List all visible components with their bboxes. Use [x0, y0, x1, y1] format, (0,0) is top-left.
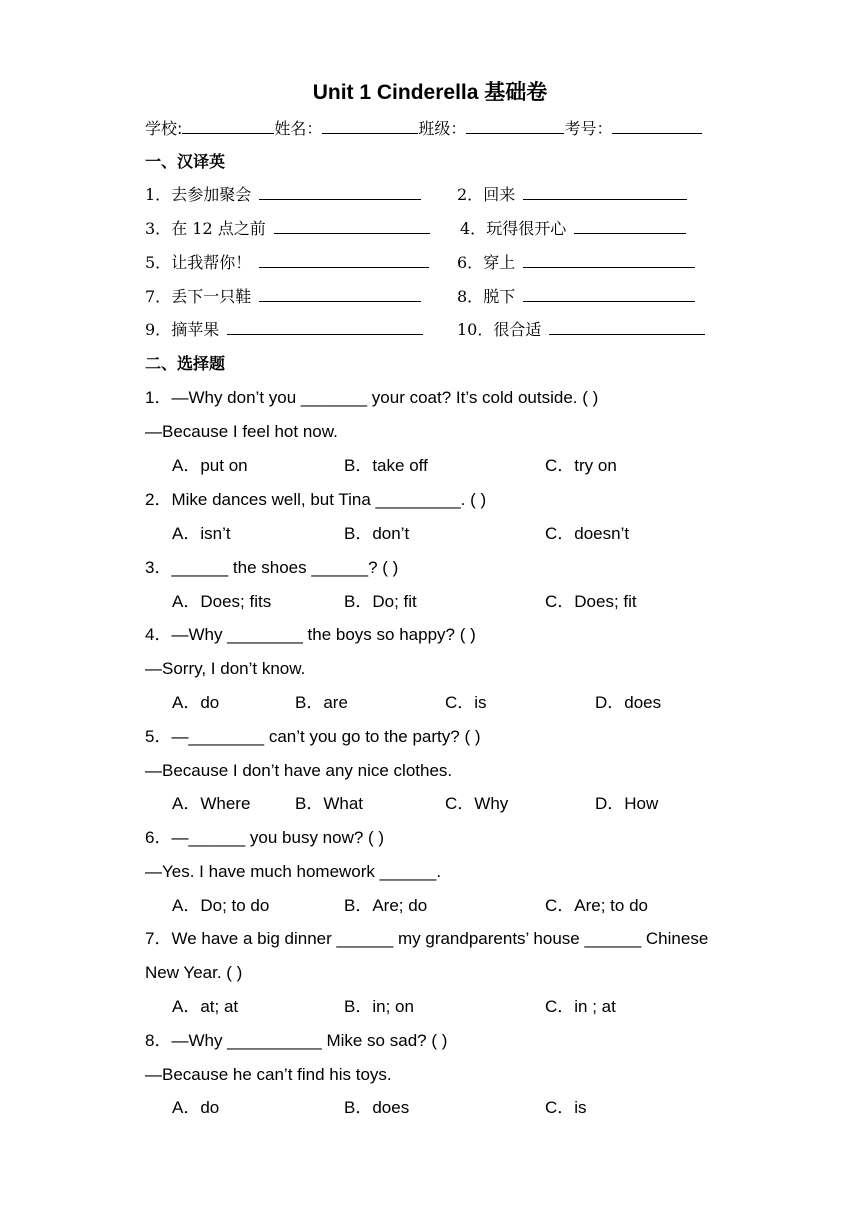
question-3: 3．______ the shoes ______? ( ) — [145, 558, 399, 577]
vocab-item-1: 1．去参加聚会 — [145, 184, 421, 206]
vocab-item-9: 9．摘苹果 — [145, 319, 423, 341]
name-blank[interactable] — [322, 117, 418, 134]
vocab-item-2: 2．回来 — [457, 184, 687, 206]
answer-blank[interactable] — [574, 219, 686, 234]
q4-option-d[interactable]: D．does — [595, 693, 662, 712]
answer-blank[interactable] — [523, 253, 695, 268]
q2-option-c[interactable]: C．doesn’t — [545, 524, 630, 543]
q1-option-c[interactable]: C．try on — [545, 456, 617, 475]
vocab-item-5: 5．让我帮你！ — [145, 252, 429, 274]
question-7-continued: New Year. ( ) — [145, 963, 243, 982]
answer-blank[interactable] — [227, 320, 423, 335]
answer-blank[interactable] — [259, 185, 421, 200]
question-4: 4．—Why ________ the boys so happy? ( ) — [145, 625, 476, 644]
exam-no-blank[interactable] — [612, 117, 702, 134]
q3-option-b[interactable]: B．Do; fit — [344, 592, 417, 611]
answer-blank[interactable] — [549, 320, 705, 335]
question-5-response: —Because I don’t have any nice clothes. — [145, 761, 453, 780]
q4-option-c[interactable]: C．is — [445, 693, 487, 712]
q1-option-a[interactable]: A．put on — [172, 456, 248, 475]
exam-no-label: 考号： — [564, 119, 613, 138]
section2-heading: 二、选择题 — [145, 354, 226, 373]
q5-option-d[interactable]: D．How — [595, 794, 659, 813]
vocab-item-3: 3．在 12 点之前 — [145, 218, 430, 240]
name-label: 姓名： — [274, 119, 323, 138]
q2-option-a[interactable]: A．isn’t — [172, 524, 231, 543]
q7-option-a[interactable]: A．at; at — [172, 997, 239, 1016]
q6-option-c[interactable]: C．Are; to do — [545, 896, 648, 915]
answer-blank[interactable] — [259, 287, 421, 302]
q4-option-b[interactable]: B．are — [295, 693, 348, 712]
question-8: 8．—Why __________ Mike so sad? ( ) — [145, 1031, 448, 1050]
class-blank[interactable] — [466, 117, 564, 134]
q4-option-a[interactable]: A．do — [172, 693, 220, 712]
question-7: 7．We have a big dinner ______ my grandparents’ house ______ Chinese — [145, 929, 709, 948]
vocab-item-6: 6．穿上 — [457, 252, 695, 274]
question-1-response: —Because I feel hot now. — [145, 422, 338, 441]
q8-option-c[interactable]: C．is — [545, 1098, 587, 1117]
vocab-item-8: 8．脱下 — [457, 286, 695, 308]
question-2: 2．Mike dances well, but Tina _________. ( ) — [145, 490, 487, 509]
q7-option-b[interactable]: B．in; on — [344, 997, 414, 1016]
student-info-line — [145, 117, 702, 140]
question-6: 6．—______ you busy now? ( ) — [145, 828, 385, 847]
q5-option-b[interactable]: B．What — [295, 794, 364, 813]
q6-option-b[interactable]: B．Are; do — [344, 896, 428, 915]
section1-heading: 一、汉译英 — [145, 152, 226, 171]
q2-option-b[interactable]: B．don’t — [344, 524, 410, 543]
q3-option-c[interactable]: C．Does; fit — [545, 592, 637, 611]
question-6-response: —Yes. I have much homework ______. — [145, 862, 442, 881]
question-8-response: —Because he can’t find his toys. — [145, 1065, 392, 1084]
q6-option-a[interactable]: A．Do; to do — [172, 896, 270, 915]
q8-option-b[interactable]: B．does — [344, 1098, 410, 1117]
answer-blank[interactable] — [523, 287, 695, 302]
question-4-response: —Sorry, I don’t know. — [145, 659, 306, 678]
answer-blank[interactable] — [274, 219, 430, 234]
school-blank[interactable] — [182, 117, 274, 134]
q5-option-a[interactable]: A．Where — [172, 794, 251, 813]
vocab-item-10: 10．很合适 — [457, 319, 705, 341]
q3-option-a[interactable]: A．Does; fits — [172, 592, 272, 611]
vocab-item-7: 7．丢下一只鞋 — [145, 286, 421, 308]
question-5: 5．—________ can’t you go to the party? ( ) — [145, 727, 481, 746]
q7-option-c[interactable]: C．in ; at — [545, 997, 616, 1016]
question-1: 1．—Why don’t you _______ your coat? It’s cold outside. ( ) — [145, 388, 599, 407]
class-label: 班级： — [418, 119, 467, 138]
school-label: 学校: — [145, 119, 183, 138]
q1-option-b[interactable]: B．take off — [344, 456, 428, 475]
answer-blank[interactable] — [259, 253, 429, 268]
page-title: Unit 1 Cinderella 基础卷 — [312, 81, 548, 104]
q8-option-a[interactable]: A．do — [172, 1098, 220, 1117]
vocab-item-4: 4．玩得很开心 — [460, 218, 686, 240]
q5-option-c[interactable]: C．Why — [445, 794, 509, 813]
answer-blank[interactable] — [523, 185, 687, 200]
